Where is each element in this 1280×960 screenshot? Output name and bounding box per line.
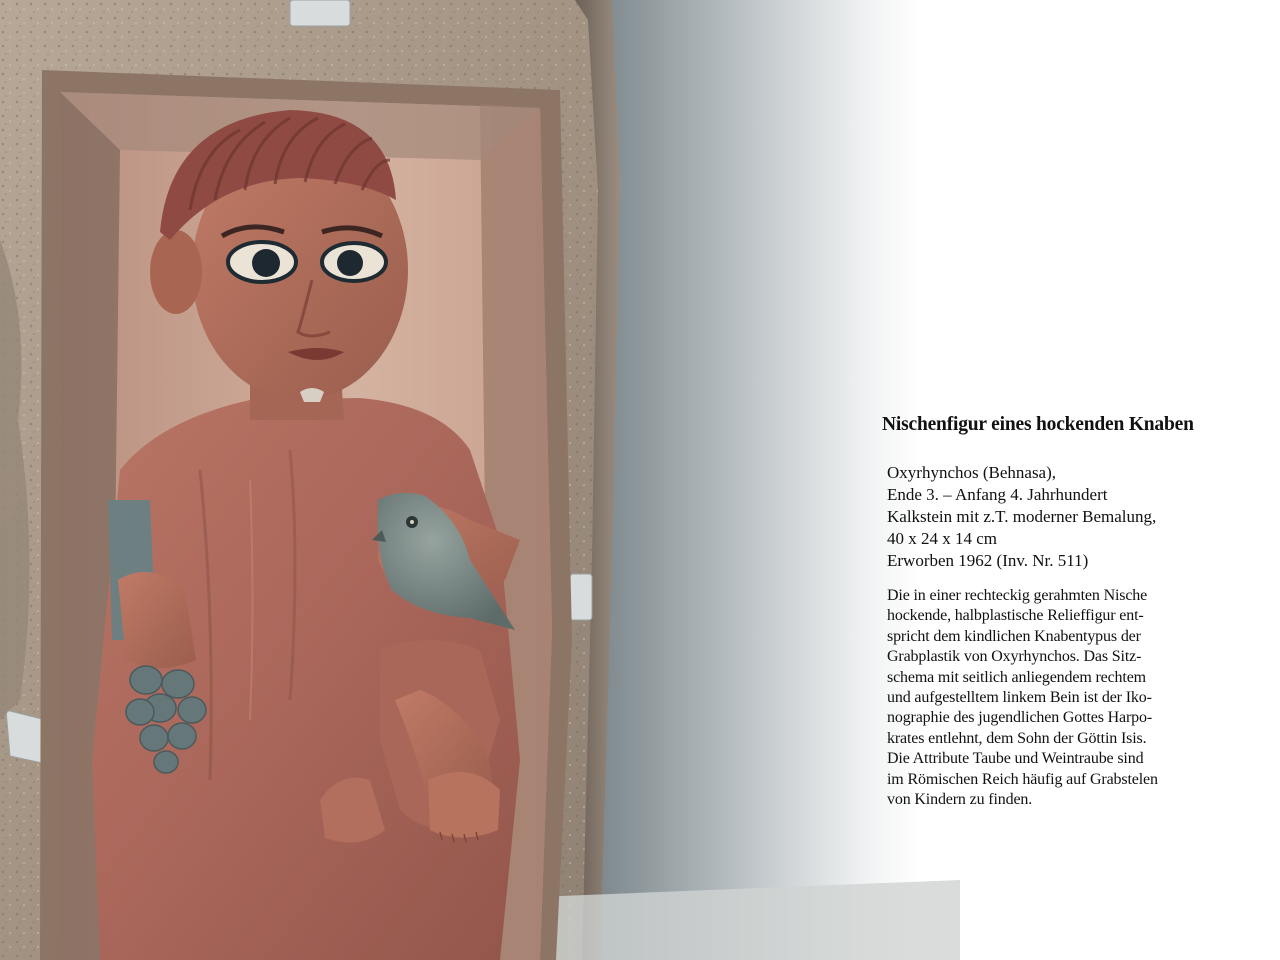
meta-line: Oxyrhynchos (Behnasa), (887, 463, 1057, 482)
caption-description (887, 586, 1272, 810)
caption-title: Nischenfigur eines hockenden Knaben (882, 414, 1194, 435)
meta-line: Erworben 1962 (Inv. Nr. 511) (887, 551, 1089, 570)
description-line: krates entlehnt, dem Sohn der Göttin Isis. (887, 729, 1147, 747)
description-line: und aufgestelltem linkem Bein ist der Iko- (887, 689, 1152, 707)
description-line: Die Attribute Taube und Weintraube sind (887, 750, 1144, 768)
description-line: Die in einer rechteckig gerahmten Nische (887, 587, 1148, 604)
description-line: Grabplastik von Oxyrhynchos. Das Sitz- (887, 648, 1142, 666)
description-line: spricht dem kindlichen Knabentypus der (887, 627, 1141, 645)
caption-meta (887, 462, 1272, 572)
meta-line: Ende 3. – Anfang 4. Jahrhundert (887, 485, 1108, 504)
caption-panel (882, 412, 1272, 810)
description-line: von Kindern zu finden. (887, 791, 1033, 809)
description-line: im Römischen Reich häufig auf Grabstelen (887, 770, 1158, 788)
description-line: schema mit seitlich anliegendem rechtem (887, 668, 1146, 686)
description-line: nographie des jugendlichen Gottes Harpo- (887, 709, 1153, 727)
meta-line: 40 x 24 x 14 cm (887, 529, 998, 548)
description-line: hockende, halbplastische Relieffigur ent- (887, 607, 1144, 625)
meta-line: Kalkstein mit z.T. moderner Bemalung, (887, 507, 1157, 526)
